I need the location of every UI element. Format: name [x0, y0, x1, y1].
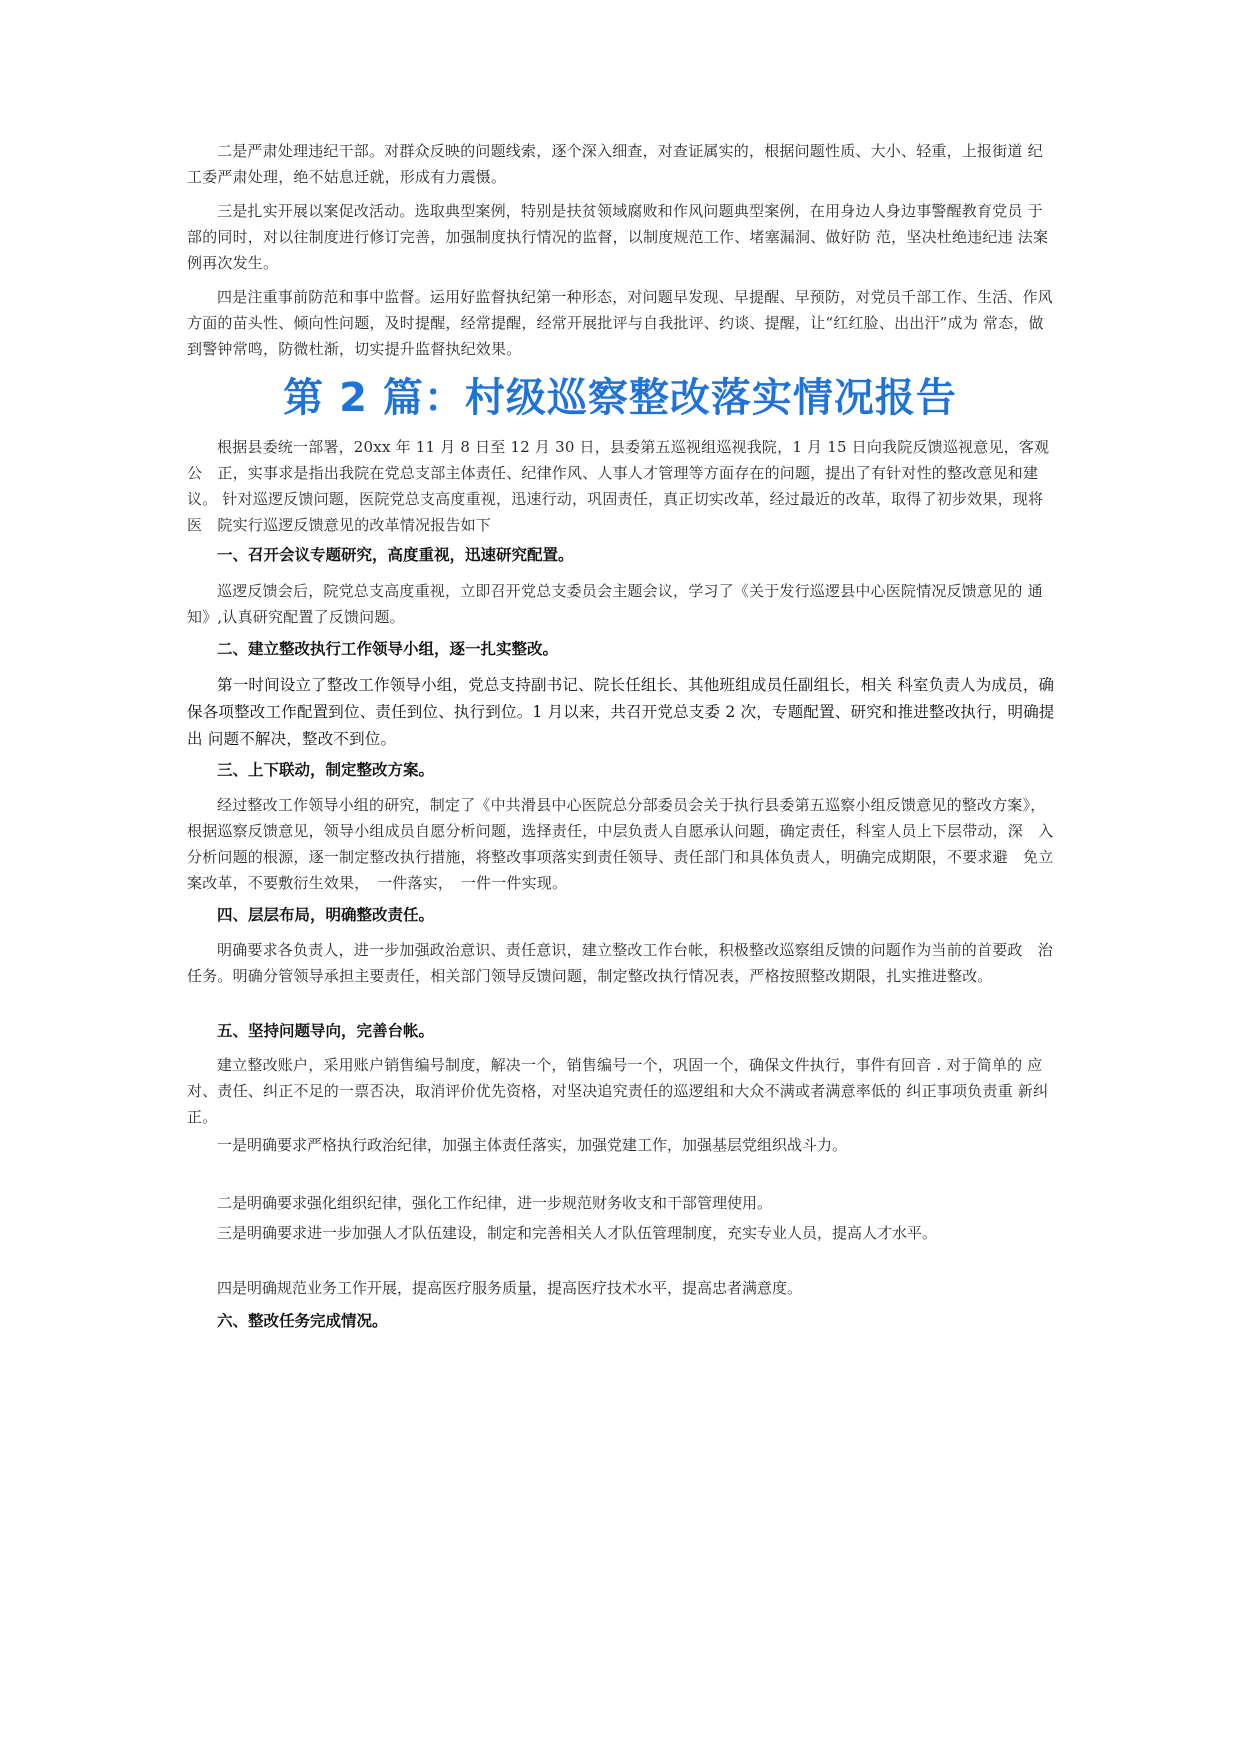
section-heading-4: 四、层层布局，明确整改责任。 [217, 906, 435, 924]
list-item: 一是明确要求严格执行政治纪律，加强主体责任落实，加强党建工作，加强基层党组织战斗力。 [217, 1136, 848, 1154]
section-heading-3: 三、上下联动，制定整改方案。 [217, 761, 435, 779]
section-body-2: 第一时间设立了整改工作领导小组，党总支持副书记、院长任组长、其他班组成员任副组长，相关 科室负责人为成员，确保各项整改工作配置到位、责任到位、执行到位。1 月以来，共召开党总支委 2 次，专题配置、研究和推进整改执行，明确提出 问题不解决，整改不到位。 [187, 676, 1055, 748]
list-item: 三是明确要求进一步加强人才队伍建设，制定和完善相关人才队伍管理制度，充实专业人员，提高人才水平。 [217, 1224, 938, 1242]
section-body-3: 经过整改工作领导小组的研究，制定了《中共滑县中心医院总分部委员会关于执行县委第五巡察小组反馈意见的整改方案》，根据巡察反馈意见，领导小组成员自愿分析问题，选择责任，中层负责人自愿承认问题，确定责任，科室人员上下层带动，深 入分析问题的根源，逐一制定整改执行措施，将整改事项落实到责任领导、责任部门和具体负责人，明确完成期限，不要求避 免立案改革，不要敷衍生效果， 一件落实， 一件一件实现。 [187, 796, 1054, 892]
intro-paragraph: 根据县委统一部署，20xx 年 11 月 8 日至 12 月 30 日，县委第五巡视组巡视我院，1 月 15 日向我院反馈巡视意见，客观公 正，实事求是指出我院在党总支部主体责任、纪律作风、人事人才管理等方面存在的问题，提出了有针对性的整改意见和建议。 针对巡逻反馈问题，医院党总支高度重视，迅速行动，巩固责任，真正切实改革，经过最近的改革，取得了初步效果，现将医 院实行巡逻反馈意见的改革情况报告如下 [187, 438, 1050, 534]
section-heading-5: 五、坚持问题导向，完善台帐。 [217, 1022, 435, 1040]
section-body-5: 建立整改账户，采用账户销售编号制度，解决一个，销售编号一个，巩固一个，确保文件执行，事件有回音 . 对于简单的 应对、责任、纠正不足的一票否决，取消评价优先资格，对坚决追究责任的巡逻组和大众不满或者满意率低的 纠正事项负责重 新纠正。 [187, 1056, 1049, 1126]
paragraph-discipline-handling: 二是严肃处理违纪干部。对群众反映的问题线索，逐个深入细查，对查证属实的，根据问题性质、大小、轻重，上报街道 纪工委严肃处理，绝不姑息迁就，形成有力震慑。 [187, 142, 1043, 186]
paragraph-case-reform: 三是扎实开展以案促改活动。选取典型案例，特别是扶贫领域腐败和作风问题典型案例，在用身边人身边事警醒教育党员 于部的同时，对以往制度进行修订完善，加强制度执行情况的监督，以制度规范工作、堵塞漏洞、做好防 范，坚决杜绝违纪违 法案例再次发生。 [187, 202, 1049, 272]
list-item: 四是明确规范业务工作开展，提高医疗服务质量，提高医疗技术水平，提高忠者满意度。 [217, 1279, 803, 1297]
section-body-4: 明确要求各负责人，进一步加强政治意识、责任意识，建立整改工作台帐，积极整改巡察组反馈的问题作为当前的首要政 治任务。明确分管领导承担主要责任，相关部门领导反馈问题，制定整改执行情况表，严格按照整改期限，扎实推进整改。 [187, 941, 1054, 985]
paragraph-prevention-supervision: 四是注重事前防范和事中监督。运用好监督执纪第一种形态，对问题早发现、早提醒、早预防，对党员千部工作、生活、作风方面的苗头性、倾向性问题，及时提醒，经常提醒，经常开展批评与自我批评、约谈、提醒，让“红红脸、出出汗”成为 常态，做到警钟常鸣，防微杜渐，切实提升监督执纪效果。 [187, 288, 1054, 358]
section-body-1: 巡逻反馈会后，院党总支高度重视，立即召开党总支委员会主题会议，学习了《关于发行巡逻县中心医院情况反馈意见的 通知》,认真研究配置了反馈问题。 [187, 582, 1043, 626]
section-heading-1: 一、召开会议专题研究，高度重视，迅速研究配置。 [217, 546, 574, 564]
page-title: 第 2 篇：村级巡察整改落实情况报告 [283, 375, 957, 421]
list-item: 二是明确要求强化组织纪律，强化工作纪律，进一步规范财务收支和干部管理使用。 [217, 1194, 773, 1212]
section-heading-6: 六、整改任务完成情况。 [217, 1312, 388, 1330]
section-heading-2: 二、建立整改执行工作领导小组，逐一扎实整改。 [217, 640, 559, 658]
